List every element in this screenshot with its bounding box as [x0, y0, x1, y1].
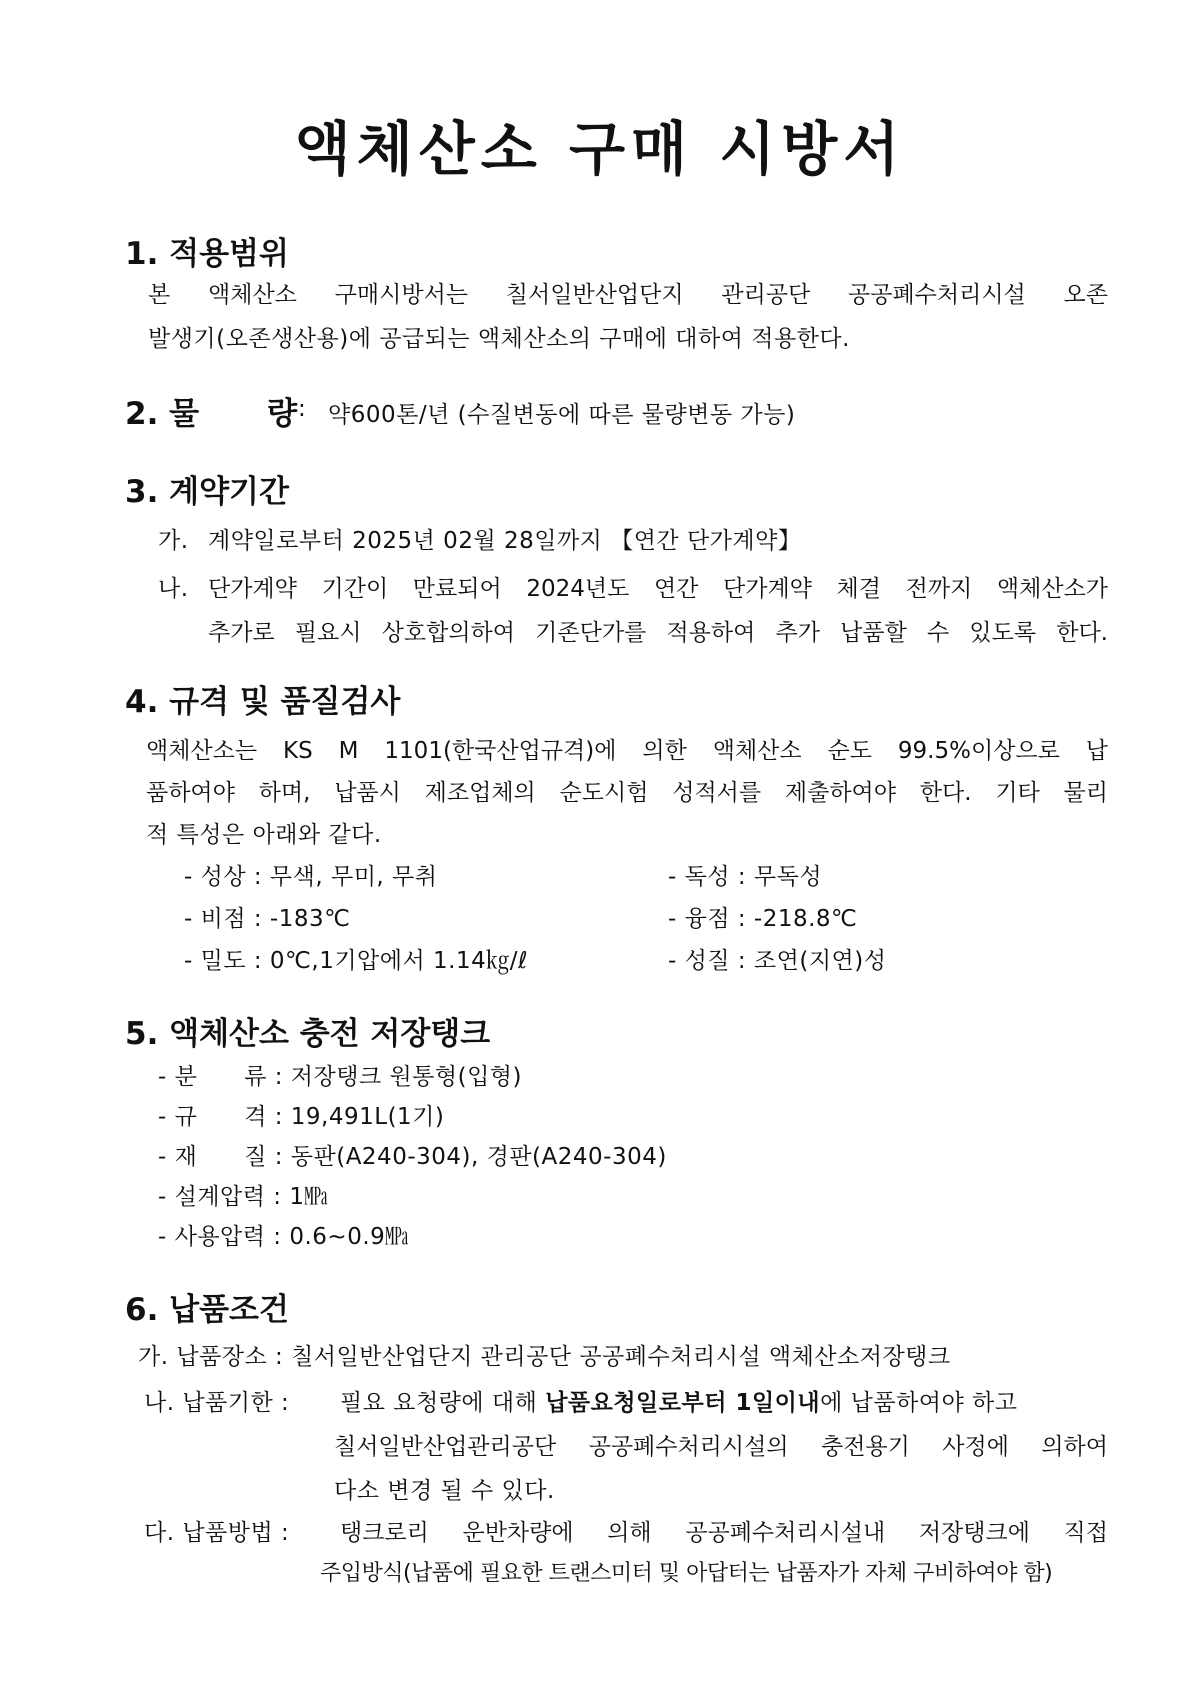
section-4-line-1: 액체산소는 KS M 1101(한국산업규격)에 의한 액체산소 순도 99.5%이상으로 납 — [146, 738, 1108, 764]
section-3-item-na-line-2: 추가로 필요시 상호합의하여 기존단가를 적용하여 추가 납품할 수 있도록 한다. — [208, 620, 1108, 646]
tank-classification: - 분 류 : 저장탱크 원통형(입형) — [158, 1064, 523, 1090]
delivery-deadline-text-pre: 필요 요청량에 대해 — [340, 1390, 546, 1416]
section-3-item-na-line-1: 단가계약 기간이 만료되어 2024년도 연간 단가계약 체결 전까지 액체산소가 — [208, 576, 1108, 602]
section-1-line-1: 본 액체산소 구매시방서는 칠서일반산업단지 관리공단 공공폐수처리시설 오존 — [148, 282, 1108, 308]
delivery-method-line-2: 주입방식(납품에 필요한 트랜스미터 및 아답터는 납품자가 자체 구비하여야 함) — [320, 1561, 1053, 1586]
tank-operating-pressure: - 사용압력 : 0.6~0.9㎫ — [158, 1224, 409, 1250]
delivery-place: 가. 납품장소 : 칠서일반산업단지 관리공단 공공폐수처리시설 액체산소저장탱크 — [138, 1344, 951, 1370]
delivery-deadline-line-2: 칠서일반산업관리공단 공공폐수처리시설의 충전용기 사정에 의하여 — [334, 1434, 1108, 1460]
delivery-deadline-label: 나. 납품기한 : — [144, 1390, 290, 1416]
delivery-method-label: 다. 납품방법 : — [144, 1520, 290, 1546]
section-3-item-na-mark: 나. — [158, 576, 189, 602]
section-5-heading: 5. 액체산소 충전 저장탱크 — [125, 1016, 491, 1052]
section-4-line-2: 품하여야 하며, 납품시 제조업체의 순도시험 성적서를 제출하여야 한다. 기타 물리 — [146, 780, 1108, 806]
section-6-heading: 6. 납품조건 — [125, 1292, 289, 1328]
delivery-deadline-text-post: 에 납품하여야 하고 — [820, 1390, 1018, 1416]
delivery-deadline-line-3: 다소 변경 될 수 있다. — [334, 1478, 555, 1504]
section-1-line-2: 발생기(오존생산용)에 공급되는 액체산소의 구매에 대하여 적용한다. — [148, 326, 850, 352]
delivery-method-line-1: 탱크로리 운반차량에 의해 공공폐수처리시설내 저장탱크에 직접 — [340, 1520, 1108, 1546]
property-melting-point: - 융점 : -218.8℃ — [668, 906, 858, 932]
tank-design-pressure: - 설계압력 : 1㎫ — [158, 1184, 328, 1210]
delivery-deadline-line-1 — [340, 1384, 1017, 1417]
property-appearance: - 성상 : 무색, 무미, 무취 — [184, 864, 438, 890]
section-4-line-3: 적 특성은 아래와 같다. — [146, 822, 382, 848]
property-nature: - 성질 : 조연(지연)성 — [668, 948, 887, 974]
section-1-heading: 1. 적용범위 — [125, 236, 289, 272]
document-title: 액체산소 구매 시방서 — [294, 115, 906, 183]
section-2-number-label: 2. 물 — [125, 396, 200, 432]
section-3-item-ga-mark: 가. — [158, 528, 189, 554]
tank-material: - 재 질 : 동판(A240-304), 경판(A240-304) — [158, 1144, 667, 1170]
tank-capacity: - 규 격 : 19,491L(1기) — [158, 1104, 445, 1130]
section-2-label-tail: 량 — [267, 396, 298, 432]
section-3-heading: 3. 계약기간 — [125, 474, 289, 510]
property-boiling-point: - 비점 : -183℃ — [184, 906, 351, 932]
section-4-heading: 4. 규격 및 품질검사 — [125, 684, 401, 720]
section-2-heading — [125, 388, 297, 433]
section-2-quantity: 약600톤/년 (수질변동에 따른 물량변동 가능) — [328, 402, 796, 428]
property-density: - 밀도 : 0℃,1기압에서 1.14㎏/ℓ — [184, 948, 528, 974]
delivery-deadline-highlight: 납품요청일로부터 1일이내 — [545, 1390, 821, 1416]
section-3-item-ga: 계약일로부터 2025년 02월 28일까지 【연간 단가계약】 — [208, 528, 802, 554]
section-2-colon: : — [298, 396, 307, 422]
property-toxicity: - 독성 : 무독성 — [668, 864, 823, 890]
